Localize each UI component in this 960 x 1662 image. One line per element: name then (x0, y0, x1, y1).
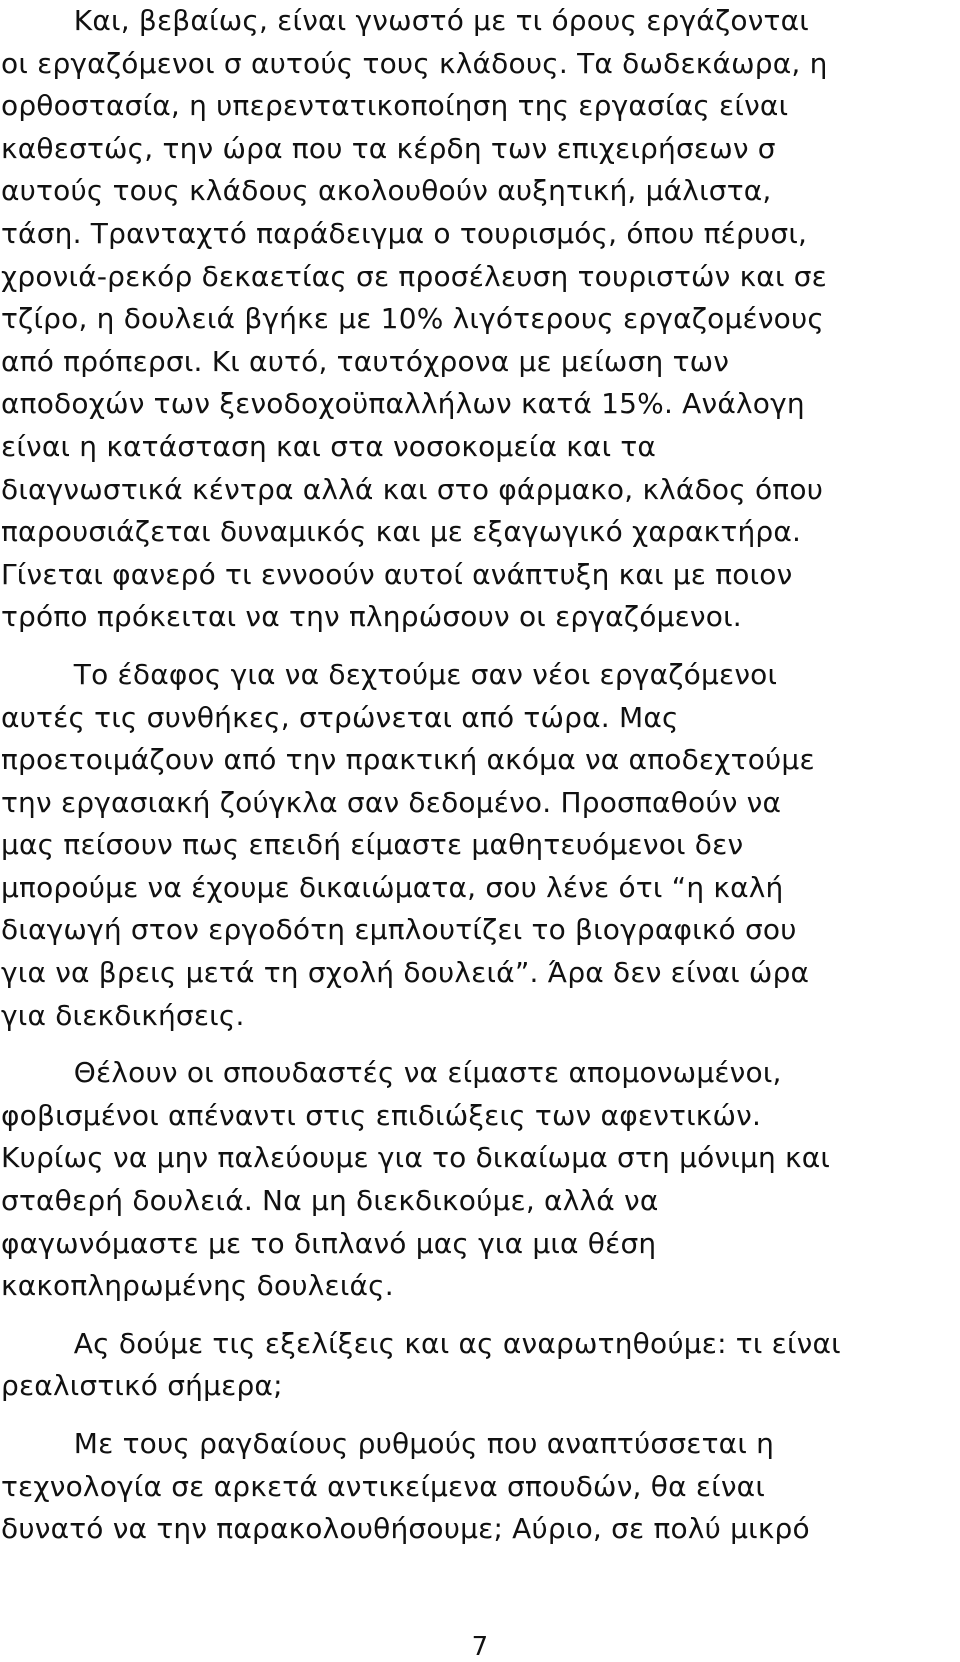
paragraph-5 (1, 1423, 959, 1551)
text-line: τεχνολογία σε αρκετά αντικείμενα σπουδών, θα είναι (1, 1469, 766, 1503)
text-line: Το έδαφος για να δεχτούμε σαν νέοι εργαζόμενοι (1, 657, 778, 691)
text-line: από πρόπερσι. Κι αυτό, ταυτόχρονα με μείωση των (1, 344, 730, 378)
text-line: για διεκδικήσεις. (1, 998, 245, 1032)
paragraph-4 (1, 1323, 959, 1408)
paragraph-3 (1, 1052, 959, 1308)
text-line: τζίρο, η δουλειά βγήκε με 10% λιγότερους εργαζομένους (1, 302, 825, 336)
text-line: οι εργαζόμενοι σ αυτούς τους κλάδους. Τα δωδεκάωρα, η (1, 46, 828, 80)
document-body (1, 0, 959, 1551)
text-line: μας πείσουν πως επειδή είμαστε μαθητευόμενοι δεν (1, 828, 744, 862)
text-line: Ας δούμε τις εξελίξεις και ας αναρωτηθούμε: τι είναι (1, 1326, 841, 1360)
text-line: δυνατό να την παρακολουθήσουμε; Αύριο, σε πολύ μικρό (1, 1512, 810, 1546)
paragraph-gap (1, 1308, 959, 1323)
paragraph-gap (1, 1037, 959, 1052)
text-line: αυτές τις συνθήκες, στρώνεται από τώρα. Μας (1, 700, 679, 734)
text-line: Με τους ραγδαίους ρυθμούς που αναπτύσσεται η (1, 1427, 775, 1460)
text-line: για να βρεις μετά τη σχολή δουλειά”. Άρα δεν είναι ώρα (1, 956, 810, 990)
paragraph-gap (1, 1408, 959, 1423)
text-line: τρόπο πρόκειται να την πληρώσουν οι εργαζόμενοι. (1, 600, 742, 634)
text-line: διαγνωστικά κέντρα αλλά και στο φάρμακο, κλάδος όπου (1, 472, 824, 506)
text-line: προετοιμάζουν από την πρακτική ακόμα να αποδεχτούμε (1, 743, 815, 777)
text-line: σταθερή δουλειά. Να μη διεκδικούμε, αλλά να (1, 1184, 659, 1218)
paragraph-gap (1, 639, 959, 654)
paragraph-1 (1, 0, 959, 639)
text-line: αυτούς τους κλάδους ακολουθούν αυξητική, μάλιστα, (1, 174, 772, 208)
text-line: χρονιά-ρεκόρ δεκαετίας σε προσέλευση τουριστών και σε (1, 259, 828, 293)
text-line: παρουσιάζεται δυναμικός και με εξαγωγικό χαρακτήρα. (1, 515, 802, 549)
text-line: Γίνεται φανερό τι εννοούν αυτοί ανάπτυξη και με ποιον (1, 557, 793, 591)
text-line: είναι η κατάσταση και στα νοσοκομεία και τα (1, 429, 657, 463)
text-line: ορθοστασία, η υπερεντατικοποίηση της εργασίας είναι (1, 89, 789, 123)
text-line: Κυρίως να μην παλεύουμε για το δικαίωμα στη μόνιμη και (1, 1141, 831, 1175)
text-line: αποδοχών των ξενοδοχοϋπαλλήλων κατά 15%. Ανάλογη (1, 387, 805, 421)
text-line: μπορούμε να έχουμε δικαιώματα, σου λένε ότι “η καλή (1, 870, 784, 904)
text-line: Και, βεβαίως, είναι γνωστό με τι όρους εργάζονται (1, 4, 809, 37)
text-line: τάση. Τρανταχτό παράδειγμα ο τουρισμός, όπου πέρυσι, (1, 216, 808, 250)
text-line: Θέλουν οι σπουδαστές να είμαστε απομονωμένοι, (1, 1056, 782, 1090)
text-line: καθεστώς, την ώρα που τα κέρδη των επιχειρήσεων σ (1, 131, 776, 165)
text-line: φοβισμένοι απέναντι στις επιδιώξεις των αφεντικών. (1, 1098, 762, 1132)
text-line: κακοπληρωμένης δουλειάς. (1, 1269, 394, 1303)
text-line: την εργασιακή ζούγκλα σαν δεδομένο. Προσπαθούν να (1, 785, 782, 819)
page-number: 7 (471, 1632, 489, 1662)
text-line: διαγωγή στον εργοδότη εμπλουτίζει το βιογραφικό σου (1, 913, 797, 947)
paragraph-2 (1, 654, 959, 1037)
text-line: φαγωνόμαστε με το διπλανό μας για μια θέση (1, 1226, 657, 1260)
text-line: ρεαλιστικό σήμερα; (1, 1369, 283, 1403)
